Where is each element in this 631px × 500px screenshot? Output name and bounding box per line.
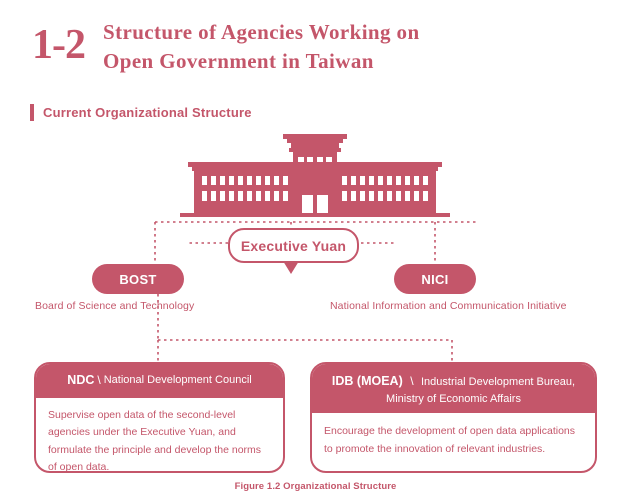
page-title-line-1: Structure of Agencies Working on [103, 20, 420, 44]
card-idb[interactable] [310, 362, 597, 473]
figure-caption: Figure 1.2 Organizational Structure [234, 481, 397, 492]
node-bost[interactable] [92, 264, 184, 294]
caption-nici: National Information and Communication Initiative [330, 300, 567, 312]
card-ndc[interactable] [34, 362, 285, 473]
card-idb-header [312, 364, 595, 413]
chapter-number: 1-2 [32, 22, 85, 68]
page-header [32, 18, 420, 76]
card-ndc-header [36, 364, 283, 398]
government-building-icon [150, 134, 480, 224]
caption-bost: Board of Science and Technology [35, 300, 195, 312]
page-title [103, 18, 420, 76]
card-ndc-acronym: NDC [67, 373, 95, 388]
node-nici-label: NICI [421, 271, 449, 287]
node-executive-yuan-label: Executive Yuan [240, 237, 347, 254]
card-ndc-fullname: National Development Council [103, 374, 252, 387]
section-label-text: Current Organizational Structure [43, 105, 252, 120]
node-executive-yuan[interactable] [228, 228, 359, 263]
section-label [30, 104, 252, 121]
card-idb-fullname: Industrial Development Bureau, [420, 376, 576, 388]
section-accent-bar [30, 104, 34, 121]
node-bost-label: BOST [119, 271, 157, 287]
card-idb-fullname-line2: Ministry of Economic Affairs [386, 392, 521, 405]
card-idb-separator: \ [410, 374, 414, 388]
card-ndc-separator: \ [97, 373, 101, 388]
card-idb-description: Encourage the development of open data applications to promote the innovation of relevant industries. [324, 425, 576, 455]
card-idb-acronym: IDB (MOEA) [331, 374, 403, 388]
page-title-line-2: Open Government in Taiwan [103, 48, 374, 73]
node-nici[interactable] [394, 264, 476, 294]
card-ndc-description: Supervise open data of the second-level agencies under the Executive Yuan, and formulate the principle and develop the norms of open data. [48, 409, 262, 473]
